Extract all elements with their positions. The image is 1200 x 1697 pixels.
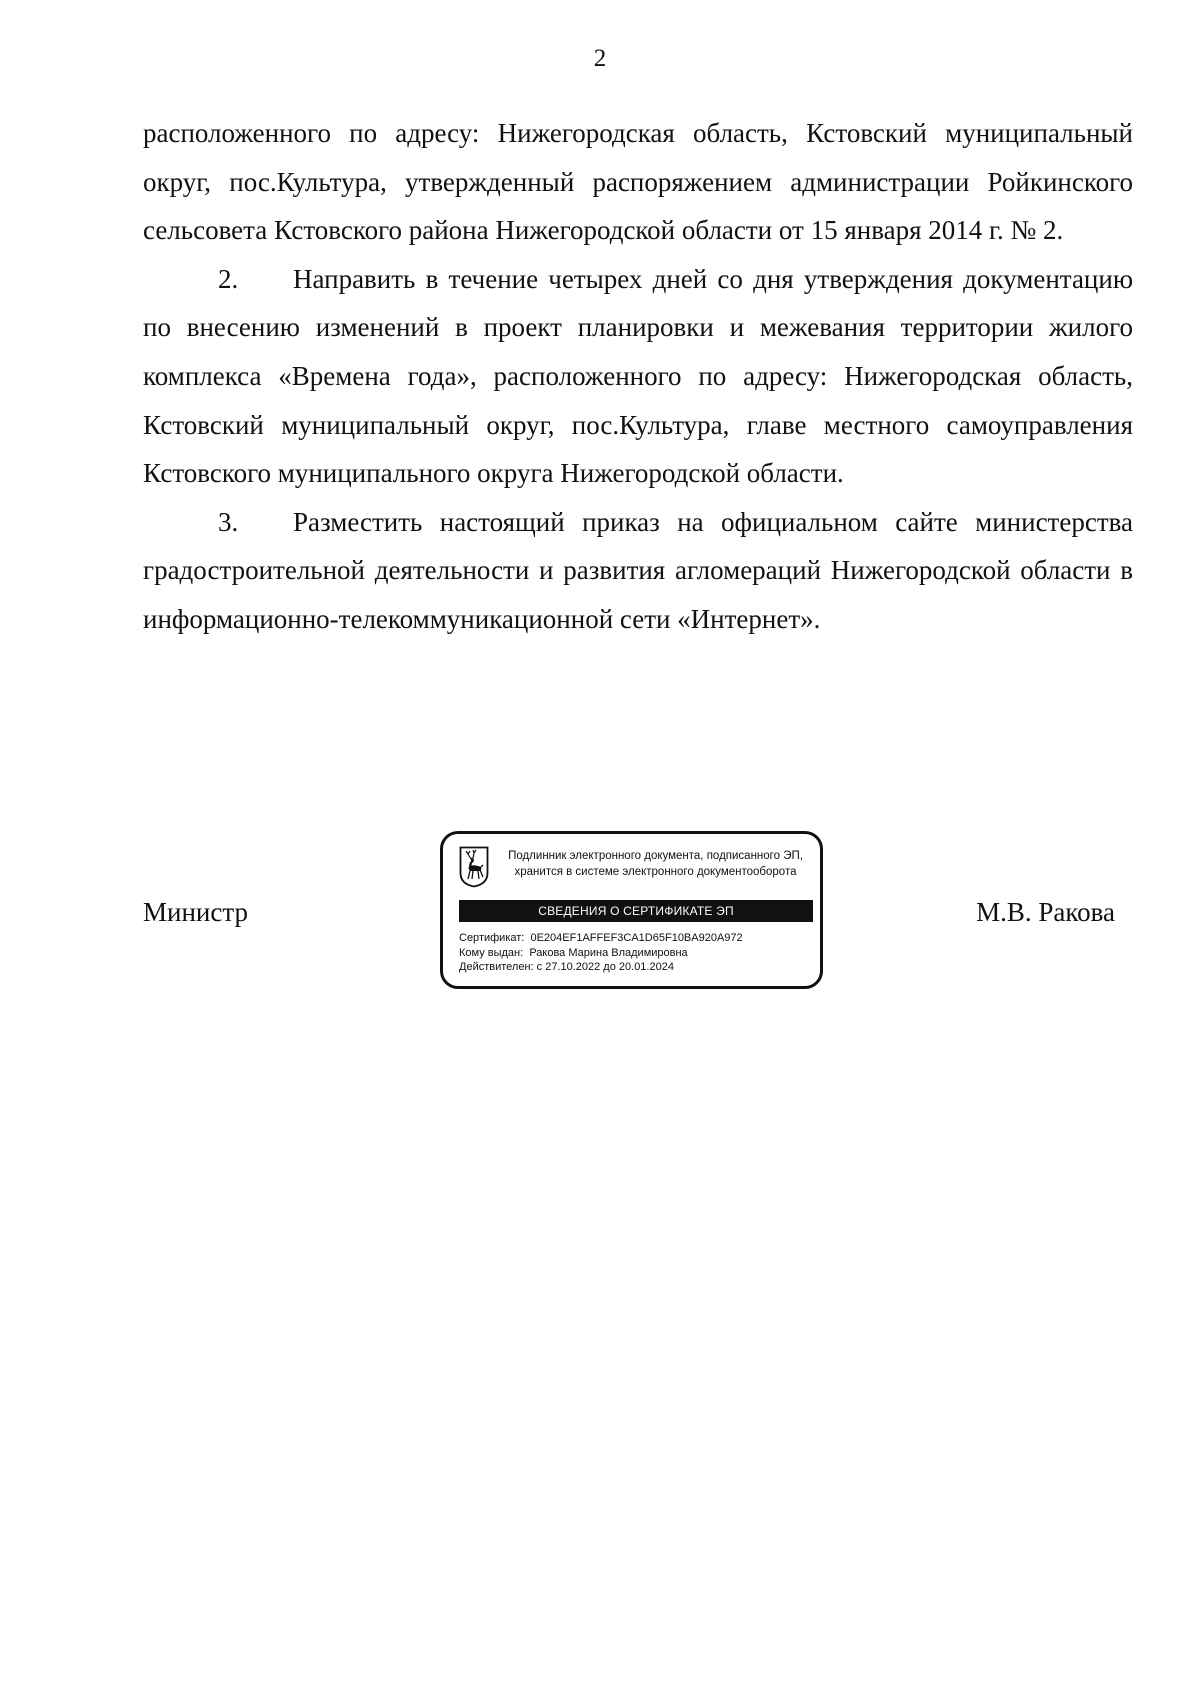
deer-coat-of-arms-icon	[459, 846, 489, 888]
electronic-signature-stamp	[440, 831, 823, 989]
issued-to-label: Кому выдан:	[459, 946, 524, 959]
paragraph-item-2	[143, 255, 1133, 498]
item-text: Разместить настоящий приказ на официальном сайте министерства градостроительной деятельности и развития агломераций Нижегородской области в информационно-телекоммуникационной сети «Интернет».	[143, 506, 1133, 634]
signer-position: Министр	[143, 897, 248, 927]
item-text: Направить в течение четырех дней со дня утверждения документацию по внесению изменений в проект планировки и межевания территории жилого комплекса «Времена года», расположенного по адресу: Нижегородская область, Кстовский муниципальный округ, пос.Культура, главе местного самоуправления Кстовского муниципального округа Нижегородской области.	[143, 263, 1133, 489]
item-number: 2.	[218, 263, 239, 294]
issued-to-value: Ракова Марина Владимировна	[529, 946, 688, 959]
certificate-label: Сертификат:	[459, 932, 525, 944]
paragraph-item-3	[143, 498, 1133, 644]
issued-to-row	[459, 946, 813, 961]
certificate-info-bar: СВЕДЕНИЯ О СЕРТИФИКАТЕ ЭП	[459, 900, 813, 922]
item-number: 3.	[218, 506, 239, 537]
certificate-details	[459, 931, 813, 975]
stamp-header	[493, 848, 818, 880]
signer-name: М.В. Ракова	[976, 897, 1115, 927]
validity-row	[459, 960, 813, 975]
stamp-header-line: Подлинник электронного документа, подписанного ЭП,	[508, 850, 803, 862]
document-body	[143, 109, 1133, 644]
stamp-header-line: хранится в системе электронного документооборота	[514, 866, 797, 878]
certificate-row	[459, 931, 813, 946]
certificate-value: 0E204EF1AFFEF3CA1D65F10BA920A972	[530, 932, 743, 944]
validity-value: с 27.10.2022 до 20.01.2024	[536, 961, 674, 973]
page-number: 2	[593, 45, 607, 72]
validity-label: Действителен:	[459, 961, 534, 973]
paragraph-continuation: расположенного по адресу: Нижегородская область, Кстовский муниципальный округ, пос.Культура, утвержденный распоряжением администрации Ройкинского сельсовета Кстовского района Нижегородской области от 15 января 2014 г. № 2.	[143, 118, 1133, 246]
